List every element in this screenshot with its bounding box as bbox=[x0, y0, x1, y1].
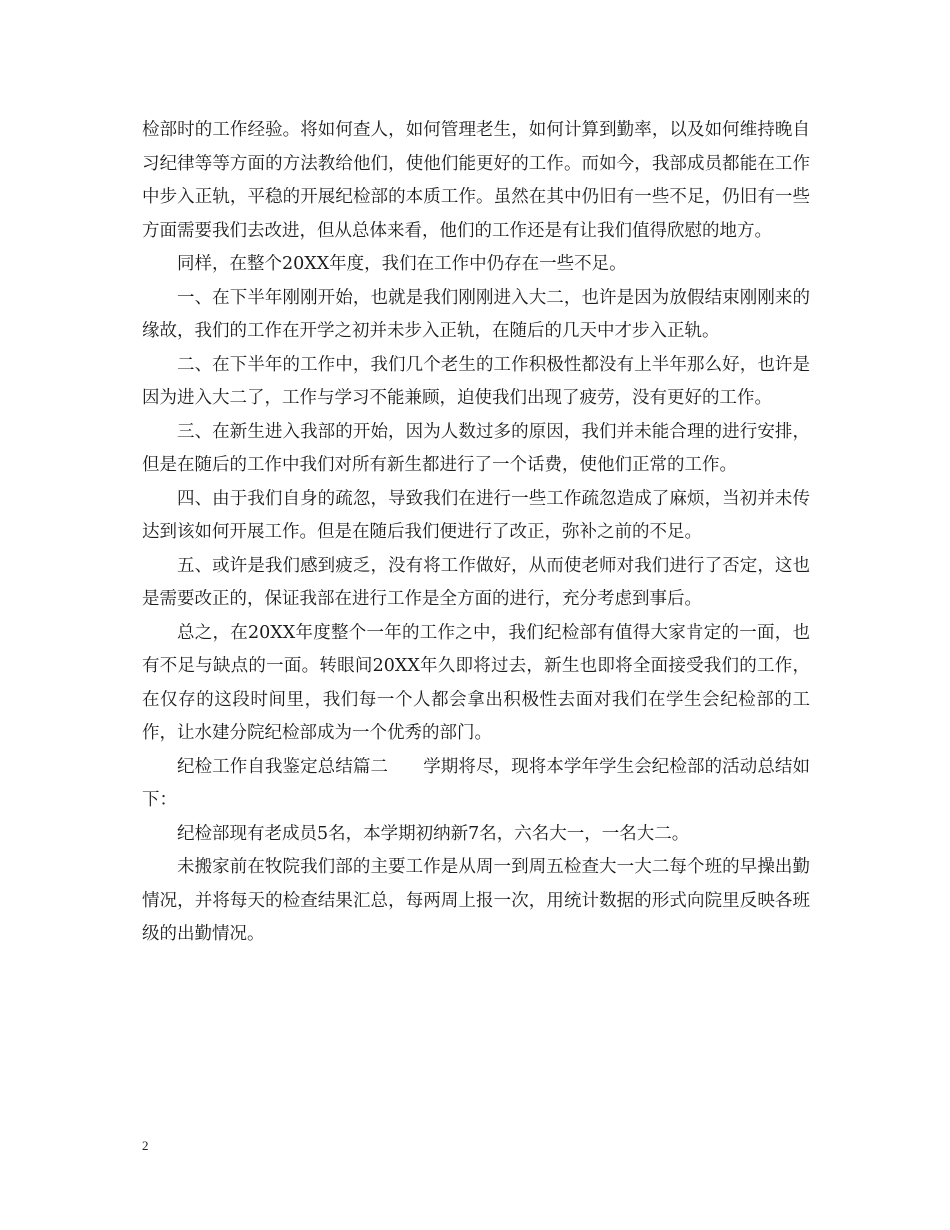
paragraph: 二、在下半年的工作中，我们几个老生的工作积极性都没有上半年那么好，也许是因为进入大二了，工作与学习不能兼顾，迫使我们出现了疲劳，没有更好的工作。 bbox=[142, 354, 810, 408]
paragraph: 未搬家前在牧院我们部的主要工作是从周一到周五检查大一大二每个班的早操出勤情况，并将每天的检查结果汇总，每两周上报一次，用统计数据的形式向院里反映各班级的出勤情况。 bbox=[142, 857, 810, 944]
paragraph: 纪检工作自我鉴定总结篇二 学期将尽，现将本学年学生会纪检部的活动总结如下： bbox=[142, 756, 810, 810]
paragraph: 检部时的工作经验。将如何查人，如何管理老生，如何计算到勤率，以及如何维持晚自习纪律等等方面的方法教给他们，使他们能更好的工作。而如今，我部成员都能在工作中步入正轨，平稳的开展纪检部的本质工作。虽然在其中仍旧有一些不足，仍旧有一些方面需要我们去改进，但从总体来看，他们的工作还是有让我们值得欣慰的地方。 bbox=[142, 120, 810, 241]
paragraph: 总之，在20XX年度整个一年的工作之中，我们纪检部有值得大家肯定的一面，也有不足与缺点的一面。转眼间20XX年久即将过去，新生也即将全面接受我们的工作，在仅存的这段时间里，我们每一个人都会拿出积极性去面对我们在学生会纪检部的工作，让水建分院纪检部成为一个优秀的部门。 bbox=[142, 622, 810, 743]
paragraph: 同样，在整个20XX年度，我们在工作中仍存在一些不足。 bbox=[177, 254, 627, 274]
paragraph: 三、在新生进入我部的开始，因为人数过多的原因，我们并未能合理的进行安排，但是在随后的工作中我们对所有新生都进行了一个话费，使他们正常的工作。 bbox=[142, 421, 810, 475]
paragraph: 一、在下半年刚刚开始，也就是我们刚刚进入大二，也许是因为放假结束刚刚来的缘故，我们的工作在开学之初并未步入正轨，在随后的几天中才步入正轨。 bbox=[142, 287, 810, 341]
paragraph: 四、由于我们自身的疏忽，导致我们在进行一些工作疏忽造成了麻烦，当初并未传达到该如何开展工作。但是在随后我们便进行了改正，弥补之前的不足。 bbox=[142, 488, 810, 542]
paragraph: 纪检部现有老成员5名，本学期初纳新7名，六名大一，一名大二。 bbox=[177, 823, 690, 844]
paragraph: 五、或许是我们感到疲乏，没有将工作做好，从而使老师对我们进行了否定，这也是需要改正的，保证我部在进行工作是全方面的进行，充分考虑到事后。 bbox=[142, 555, 810, 609]
page-number: 2 bbox=[142, 1138, 149, 1153]
body-text bbox=[142, 114, 810, 952]
